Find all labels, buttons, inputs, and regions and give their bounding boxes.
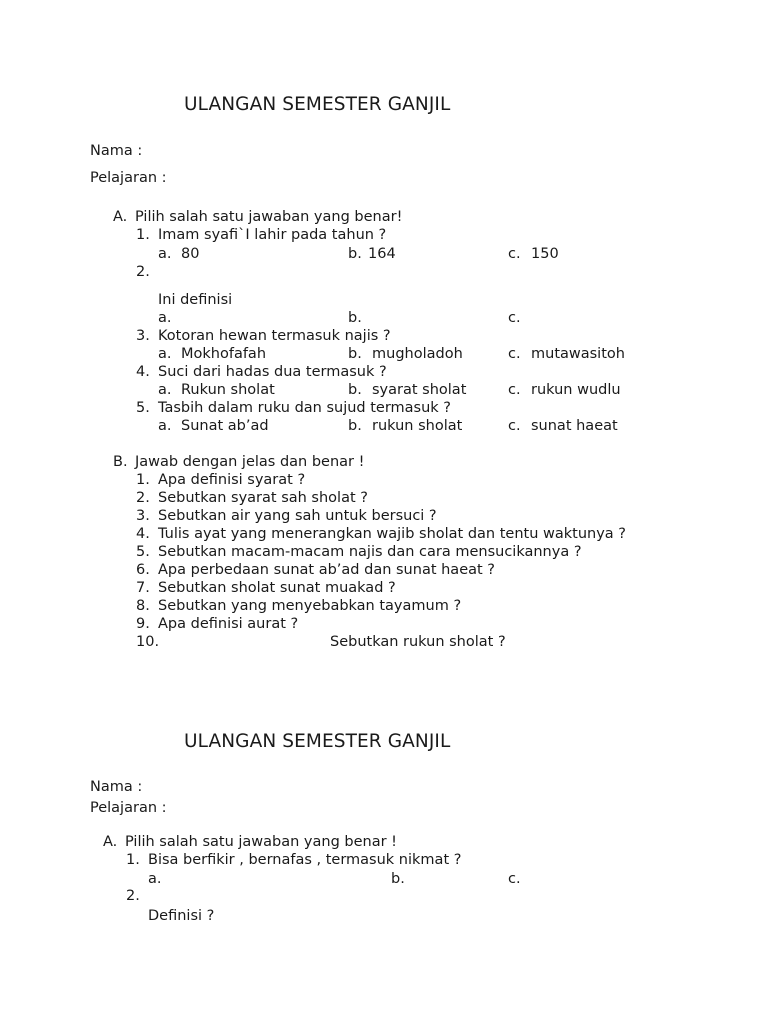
exam2-section-a-heading: Pilih salah satu jawaban yang benar ! [125,834,397,850]
exam1-a-q3-number: 3. [136,328,150,344]
exam1-a-q4-number: 4. [136,364,150,380]
exam1-a-q5-option-a-letter: a. [158,418,172,434]
exam1-b-q2-number: 2. [136,490,150,506]
exam1-b-q1-text: Apa definisi syarat ? [158,472,306,488]
exam1-a-q1-option-c-letter: c. [508,246,521,262]
exam1-b-q3-text: Sebutkan air yang sah untuk bersuci ? [158,508,437,524]
exam1-a-q1-option-a-letter: a. [158,246,172,262]
exam1-a-q1-option-c-text: 150 [531,246,559,262]
exam1-section-b-heading: Jawab dengan jelas dan benar ! [135,454,365,470]
exam2-a-q1-option-b-letter: b. [391,871,405,887]
exam1-a-q5-option-c-letter: c. [508,418,521,434]
exam2-section-a-marker: A. [103,834,118,850]
exam1-a-q3-option-a-text: Mokhofafah [181,346,267,362]
exam1-b-q4-number: 4. [136,526,150,542]
exam1-b-q10-text: Sebutkan rukun sholat ? [330,634,506,650]
exam1-b-q5-number: 5. [136,544,150,560]
exam2-a-q1-number: 1. [126,852,140,868]
exam1-a-q3-option-a-letter: a. [158,346,172,362]
exam1-b-q5-text: Sebutkan macam-macam najis dan cara mensucikannya ? [158,544,582,560]
exam1-a-q2-option-c-letter: c. [508,310,521,326]
exam2-nama-label: Nama : [90,779,143,795]
exam1-a-q4-option-c-text: rukun wudlu [531,382,621,398]
exam1-nama-label: Nama : [90,143,143,159]
exam1-a-q2-option-a-letter: a. [158,310,172,326]
exam1-section-a-marker: A. [113,209,128,225]
exam1-section-b-marker: B. [113,454,128,470]
exam1-a-q1-option-a-text: 80 [181,246,200,262]
exam1-b-q6-number: 6. [136,562,150,578]
exam1-a-q3-option-b-text: mugholadoh [372,346,463,362]
exam1-b-q9-number: 9. [136,616,150,632]
exam1-title: ULANGAN SEMESTER GANJIL [184,94,451,115]
exam1-a-q4-option-b-text: syarat sholat [372,382,467,398]
exam1-a-q2-text: Ini definisi [158,292,233,308]
exam1-a-q3-option-c-letter: c. [508,346,521,362]
exam1-pelajaran-label: Pelajaran : [90,170,167,186]
exam1-a-q4-option-a-letter: a. [158,382,172,398]
exam1-b-q8-number: 8. [136,598,150,614]
exam2-a-q2-text: Definisi ? [148,908,215,924]
exam1-b-q3-number: 3. [136,508,150,524]
exam1-a-q3-text: Kotoran hewan termasuk najis ? [158,328,391,344]
exam1-a-q3-option-c-text: mutawasitoh [531,346,625,362]
exam1-a-q2-number: 2. [136,264,150,280]
exam1-a-q5-option-b-text: rukun sholat [372,418,463,434]
exam1-b-q8-text: Sebutkan yang menyebabkan tayamum ? [158,598,462,614]
exam1-a-q1-option-b-letter: b. [348,246,362,262]
exam1-a-q4-option-a-text: Rukun sholat [181,382,275,398]
exam1-a-q2-option-b-letter: b. [348,310,362,326]
exam1-a-q5-option-b-letter: b. [348,418,362,434]
exam1-a-q5-text: Tasbih dalam ruku dan sujud termasuk ? [158,400,452,416]
exam2-a-q1-text: Bisa berfikir , bernafas , termasuk nikmat ? [148,852,462,868]
exam1-a-q5-number: 5. [136,400,150,416]
exam1-b-q10-number: 10. [136,634,160,650]
exam1-b-q4-text: Tulis ayat yang menerangkan wajib sholat dan tentu waktunya ? [158,526,626,542]
exam1-a-q4-option-c-letter: c. [508,382,521,398]
exam1-a-q5-option-c-text: sunat haeat [531,418,618,434]
exam1-b-q1-number: 1. [136,472,150,488]
exam1-section-a-heading: Pilih salah satu jawaban yang benar! [135,209,403,225]
exam1-b-q2-text: Sebutkan syarat sah sholat ? [158,490,368,506]
exam1-b-q7-text: Sebutkan sholat sunat muakad ? [158,580,396,596]
exam1-a-q1-option-b-text: 164 [368,246,396,262]
exam1-a-q1-text: Imam syafi`I lahir pada tahun ? [158,227,387,243]
exam2-a-q2-number: 2. [126,888,140,904]
exam1-a-q3-option-b-letter: b. [348,346,362,362]
exam2-title: ULANGAN SEMESTER GANJIL [184,731,451,752]
exam2-a-q1-option-a-letter: a. [148,871,162,887]
exam2-a-q1-option-c-letter: c. [508,871,521,887]
exam1-b-q6-text: Apa perbedaan sunat ab’ad dan sunat haeat ? [158,562,495,578]
exam1-b-q7-number: 7. [136,580,150,596]
exam1-b-q9-text: Apa definisi aurat ? [158,616,299,632]
exam1-a-q4-option-b-letter: b. [348,382,362,398]
exam1-a-q4-text: Suci dari hadas dua termasuk ? [158,364,387,380]
exam1-a-q1-number: 1. [136,227,150,243]
exam1-a-q5-option-a-text: Sunat ab’ad [181,418,269,434]
exam2-pelajaran-label: Pelajaran : [90,800,167,816]
